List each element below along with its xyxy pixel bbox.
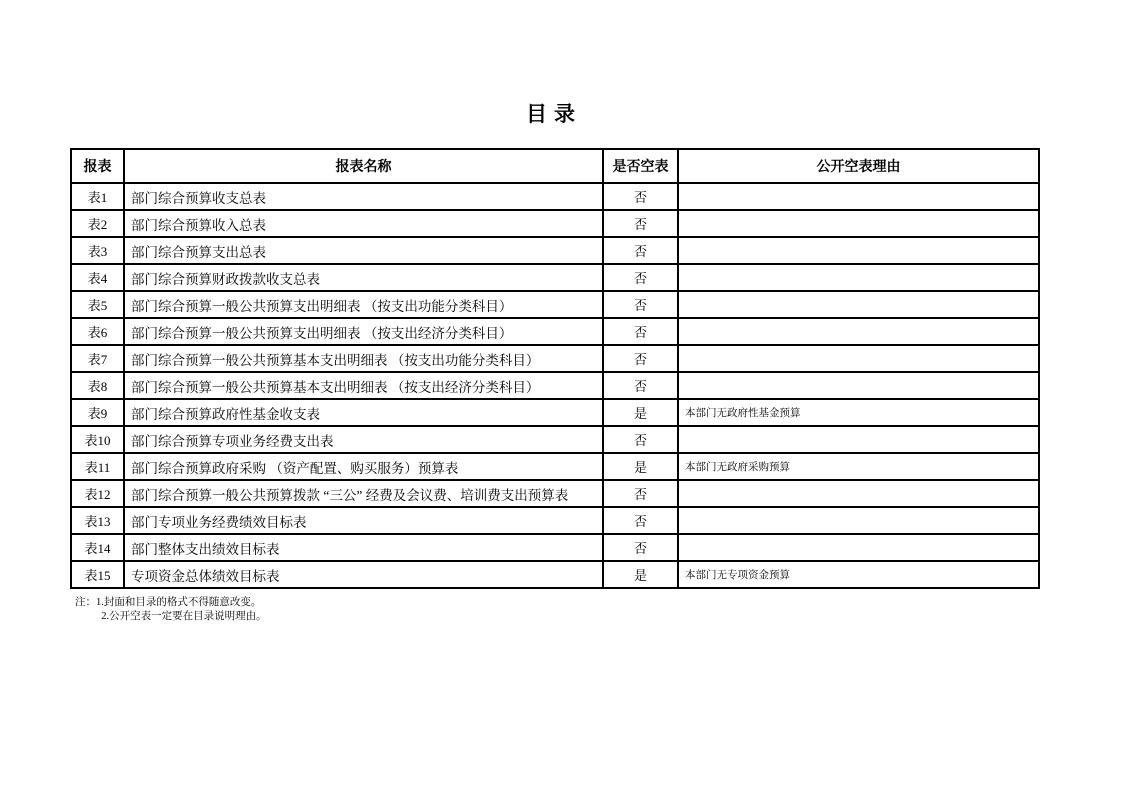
empty-flag-cell: 是: [603, 561, 678, 588]
reason-cell: [678, 291, 1039, 318]
report-name-cell: 部门综合预算专项业务经费支出表: [124, 426, 603, 453]
empty-flag-cell: 是: [603, 399, 678, 426]
empty-flag-cell: 否: [603, 183, 678, 210]
report-id-cell: 表2: [71, 210, 124, 237]
empty-flag-cell: 否: [603, 372, 678, 399]
table-row: [71, 291, 1039, 318]
report-name-cell: 部门整体支出绩效目标表: [124, 534, 603, 561]
table-body: [71, 183, 1039, 588]
reason-cell: 本部门无政府采购预算: [678, 453, 1039, 480]
notes-lines: [96, 596, 267, 624]
reason-cell: [678, 480, 1039, 507]
table-row: [71, 480, 1039, 507]
column-header-report: 报表: [71, 149, 124, 183]
report-id-cell: 表8: [71, 372, 124, 399]
report-id-cell: 表7: [71, 345, 124, 372]
notes: [75, 596, 267, 624]
reason-cell: [678, 372, 1039, 399]
report-id-cell: 表9: [71, 399, 124, 426]
report-name-cell: 部门综合预算一般公共预算拨款 “三公” 经费及会议费、培训费支出预算表: [124, 480, 603, 507]
header-row: [71, 149, 1039, 183]
empty-flag-cell: 否: [603, 426, 678, 453]
column-header-is-empty: 是否空表: [603, 149, 678, 183]
empty-flag-cell: 否: [603, 318, 678, 345]
reason-cell: [678, 345, 1039, 372]
table-row: [71, 345, 1039, 372]
empty-flag-cell: 否: [603, 237, 678, 264]
empty-flag-cell: 否: [603, 345, 678, 372]
reason-cell: [678, 183, 1039, 210]
report-id-cell: 表11: [71, 453, 124, 480]
empty-flag-cell: 否: [603, 480, 678, 507]
table-row: [71, 372, 1039, 399]
table-row: [71, 426, 1039, 453]
report-id-cell: 表3: [71, 237, 124, 264]
table-row: [71, 318, 1039, 345]
table-row: [71, 237, 1039, 264]
notes-label: 注：: [75, 597, 96, 608]
empty-flag-cell: 否: [603, 210, 678, 237]
table-row: [71, 507, 1039, 534]
reason-cell: [678, 507, 1039, 534]
reason-cell: 本部门无专项资金预算: [678, 561, 1039, 588]
report-name-cell: 部门综合预算一般公共预算基本支出明细表 （按支出经济分类科目）: [124, 372, 603, 399]
report-id-cell: 表13: [71, 507, 124, 534]
note-line-1: 1.封面和目录的格式不得随意改变。: [96, 597, 262, 608]
reason-cell: [678, 318, 1039, 345]
table-row: [71, 399, 1039, 426]
table-header: [71, 149, 1039, 183]
table-row: [71, 264, 1039, 291]
reason-cell: [678, 426, 1039, 453]
empty-flag-cell: 否: [603, 291, 678, 318]
report-id-cell: 表10: [71, 426, 124, 453]
report-name-cell: 部门综合预算支出总表: [124, 237, 603, 264]
empty-flag-cell: 否: [603, 264, 678, 291]
table-row: [71, 183, 1039, 210]
report-name-cell: 专项资金总体绩效目标表: [124, 561, 603, 588]
report-name-cell: 部门综合预算一般公共预算支出明细表 （按支出经济分类科目）: [124, 318, 603, 345]
empty-flag-cell: 是: [603, 453, 678, 480]
table-row: [71, 210, 1039, 237]
report-name-cell: 部门综合预算收入总表: [124, 210, 603, 237]
report-id-cell: 表12: [71, 480, 124, 507]
report-name-cell: 部门综合预算一般公共预算基本支出明细表 （按支出功能分类科目）: [124, 345, 603, 372]
report-id-cell: 表14: [71, 534, 124, 561]
report-name-cell: 部门综合预算收支总表: [124, 183, 603, 210]
table-row: [71, 534, 1039, 561]
report-name-cell: 部门综合预算财政拨款收支总表: [124, 264, 603, 291]
report-name-cell: 部门综合预算政府性基金收支表: [124, 399, 603, 426]
report-id-cell: 表6: [71, 318, 124, 345]
report-name-cell: 部门综合预算一般公共预算支出明细表 （按支出功能分类科目）: [124, 291, 603, 318]
report-name-cell: 部门专项业务经费绩效目标表: [124, 507, 603, 534]
table-row: [71, 561, 1039, 588]
column-header-reason: 公开空表理由: [678, 149, 1039, 183]
report-id-cell: 表15: [71, 561, 124, 588]
reason-cell: [678, 210, 1039, 237]
reason-cell: [678, 534, 1039, 561]
report-id-cell: 表5: [71, 291, 124, 318]
note-line-2: 2.公开空表一定要在目录说明理由。: [96, 611, 267, 622]
page-title: 目录: [526, 102, 582, 126]
reason-cell: [678, 264, 1039, 291]
contents-table: [70, 148, 1040, 589]
empty-flag-cell: 否: [603, 507, 678, 534]
reason-cell: 本部门无政府性基金预算: [678, 399, 1039, 426]
report-name-cell: 部门综合预算政府采购 （资产配置、购买服务）预算表: [124, 453, 603, 480]
report-id-cell: 表4: [71, 264, 124, 291]
report-id-cell: 表1: [71, 183, 124, 210]
empty-flag-cell: 否: [603, 534, 678, 561]
table-row: [71, 453, 1039, 480]
reason-cell: [678, 237, 1039, 264]
column-header-report-name: 报表名称: [124, 149, 603, 183]
